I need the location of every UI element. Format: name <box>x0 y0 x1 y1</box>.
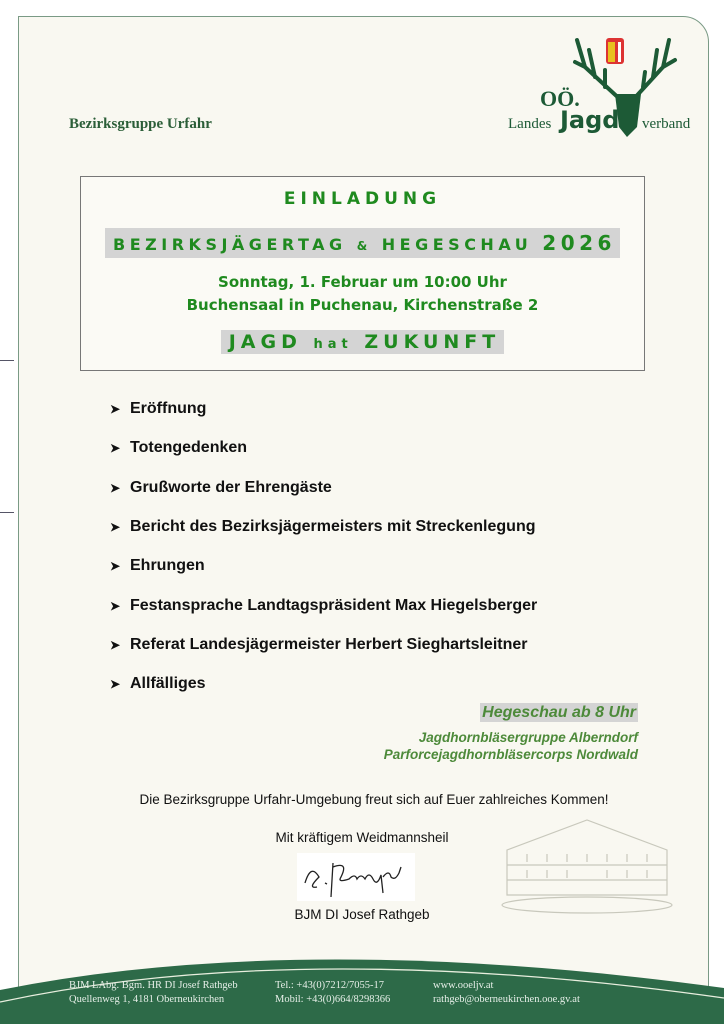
logo-jagd: Jagd <box>560 106 620 134</box>
signer-name: BJM DI Josef Rathgeb <box>294 907 430 922</box>
fold-mark <box>0 360 14 361</box>
group-name: Bezirksgruppe Urfahr <box>69 116 212 132</box>
motto <box>81 330 644 354</box>
agenda-item-label: Ehrungen <box>130 557 205 575</box>
closing-greeting: Mit kräftigem Weidmannsheil <box>275 830 449 845</box>
agenda-item <box>110 439 247 457</box>
arrow-bullet-icon: ➤ <box>110 598 121 613</box>
footer-name: BJM LAbg. Bgm. HR DI Josef Rathgeb <box>69 980 238 991</box>
footer-tel: Tel.: +43(0)7212/7055-17 <box>275 980 385 991</box>
agenda-item <box>110 675 206 693</box>
music-group-1: Jagdhornbläsergruppe Alberndorf <box>418 730 638 745</box>
invitation-box <box>80 176 645 371</box>
event-title <box>81 228 644 258</box>
event-year: 2026 <box>542 231 616 255</box>
event-title-part1: BEZIRKSJÄGERTAG <box>113 235 347 254</box>
footer-phones <box>275 979 390 1007</box>
logo-landes: Landes <box>508 116 552 132</box>
hegeschau-label: Hegeschau ab 8 Uhr <box>482 704 636 721</box>
logo <box>505 32 695 142</box>
arrow-bullet-icon: ➤ <box>110 402 121 416</box>
logo-region: OÖ. <box>540 86 580 111</box>
agenda-item <box>110 518 536 536</box>
agenda-item-label: Referat Landesjägermeister Herbert Sieghartsleitner <box>130 635 528 653</box>
arrow-bullet-icon: ➤ <box>110 441 121 456</box>
arrow-bullet-icon: ➤ <box>110 637 121 652</box>
agenda-item <box>110 636 527 654</box>
castle-sketch-icon <box>487 810 687 920</box>
logo-verband: verband <box>642 116 691 132</box>
footer-email-link[interactable]: rathgeb@oberneukirchen.ooe.gv.at <box>433 994 580 1005</box>
agenda-item-label: Allfälliges <box>130 675 206 693</box>
motto-zukunft: ZUKUNFT <box>364 331 501 353</box>
event-title-part2: HEGESCHAU <box>381 235 533 254</box>
closing-text: Die Bezirksgruppe Urfahr-Umgebung freut sich auf Euer zahlreiches Kommen! <box>139 792 609 807</box>
arrow-bullet-icon: ➤ <box>110 677 121 692</box>
agenda-item-label: Bericht des Bezirksjägermeisters mit Streckenlegung <box>130 517 536 535</box>
event-title-amp: & <box>356 239 372 253</box>
agenda-item-label: Grußworte der Ehrengäste <box>130 478 332 496</box>
footer-address: Quellenweg 1, 4181 Oberneukirchen <box>69 994 225 1005</box>
event-venue: Buchensaal in Puchenau, Kirchenstraße 2 <box>186 296 539 314</box>
agenda-item <box>110 400 206 418</box>
event-date: Sonntag, 1. Februar um 10:00 Uhr <box>218 273 507 291</box>
footer-contact-name <box>69 979 238 1007</box>
footer-web <box>433 979 580 1007</box>
arrow-bullet-icon: ➤ <box>110 559 121 574</box>
hegeschau-title <box>480 704 638 722</box>
footer-mobil: Mobil: +43(0)664/8298366 <box>275 994 391 1005</box>
invitation-heading: EINLADUNG <box>283 189 442 209</box>
fold-mark <box>0 512 14 513</box>
agenda-item <box>110 557 205 575</box>
motto-hat: hat <box>313 337 353 352</box>
agenda-item-label: Totengedenken <box>130 439 248 457</box>
music-group-2: Parforcejagdhornbläsercorps Nordwald <box>383 747 638 762</box>
arrow-bullet-icon: ➤ <box>110 519 121 534</box>
arrow-bullet-icon: ➤ <box>110 480 121 495</box>
signature <box>297 853 415 901</box>
agenda-item <box>110 479 332 497</box>
footer-website-link[interactable]: www.ooeljv.at <box>433 980 494 991</box>
agenda-item-label: Festansprache Landtagspräsident Max Hiegelsberger <box>130 596 538 614</box>
agenda-item <box>110 597 537 615</box>
agenda-item-label: Eröffnung <box>130 400 207 417</box>
motto-jagd: JAGD <box>228 331 302 353</box>
